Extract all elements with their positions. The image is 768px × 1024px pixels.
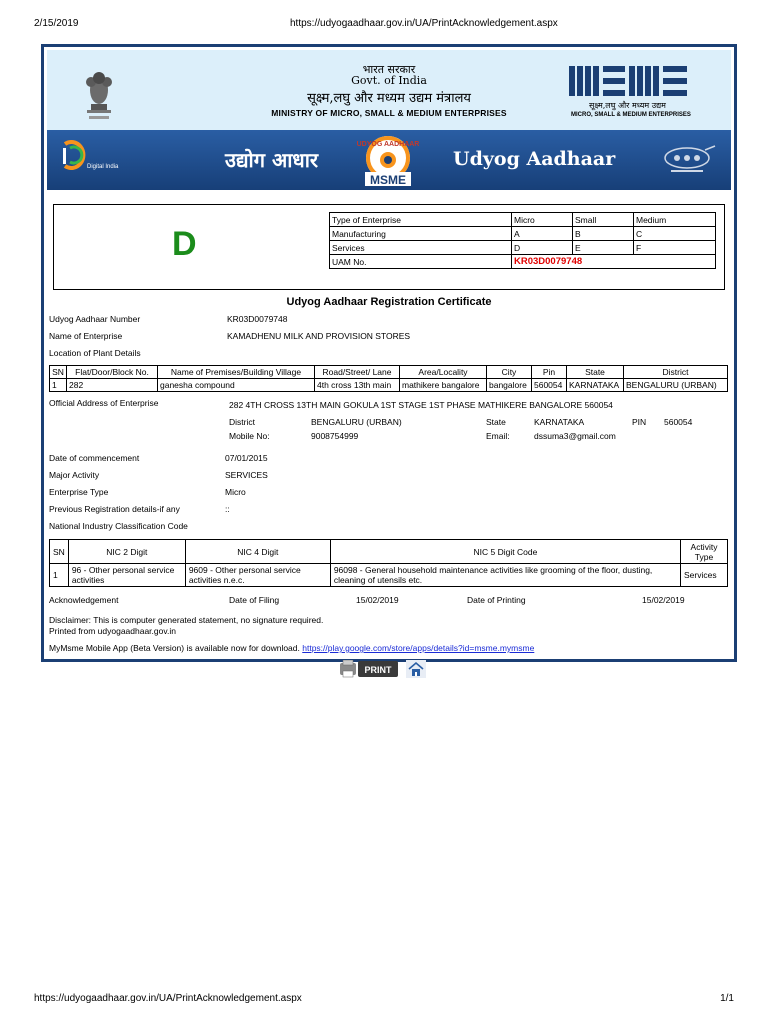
table-cell: F [634, 241, 716, 255]
table-cell: Micro [512, 213, 573, 227]
aadhaar-number-label: Udyog Aadhaar Number [49, 314, 141, 324]
table-cell: 96 - Other personal service activities [68, 564, 185, 587]
print-label: PRINT [364, 665, 392, 675]
table-header: Road/Street/ Lane [315, 366, 400, 379]
previous-registration-label: Previous Registration details-if any [49, 504, 180, 514]
table-row [330, 255, 716, 269]
major-activity-label: Major Activity [49, 470, 100, 480]
table-header: Pin [532, 366, 567, 379]
enterprise-type-value: Micro [225, 487, 246, 497]
msme-logo-icon [569, 66, 689, 96]
table-cell: E [573, 241, 634, 255]
footer-url: https://udyogaadhaar.gov.in/UA/PrintAcknowledgement.aspx [34, 993, 302, 1004]
table-cell: Services [681, 564, 728, 587]
commencement-label: Date of commencement [49, 453, 140, 463]
table-header: Flat/Door/Block No. [67, 366, 158, 379]
table-cell: Type of Enterprise [330, 213, 512, 227]
table-row [330, 213, 716, 227]
major-activity-value: SERVICES [225, 470, 268, 480]
page-number: 1/1 [720, 993, 734, 1004]
table-cell: 9609 - Other personal service activities n.e.c. [185, 564, 330, 587]
table-header: SN [50, 366, 67, 379]
commencement-value: 07/01/2015 [225, 453, 268, 463]
plant-location-label: Location of Plant Details [49, 348, 141, 358]
table-header: State [567, 366, 624, 379]
table-header: NIC 4 Digit [185, 540, 330, 564]
enterprise-type-label: Enterprise Type [49, 487, 109, 497]
state-label: State [486, 417, 506, 427]
table-row [330, 227, 716, 241]
table-header-row [50, 540, 728, 564]
table-cell: bangalore [487, 379, 532, 392]
date-of-filing-label: Date of Filing [229, 595, 280, 605]
print-url: https://udyogaadhaar.gov.in/UA/PrintAcknowledgement.aspx [290, 18, 558, 29]
enterprise-name-value: KAMADHENU MILK AND PROVISION STORES [227, 331, 411, 341]
table-cell: 282 [67, 379, 158, 392]
date-of-printing-value: 15/02/2019 [642, 595, 685, 605]
hindi-bharat-sarkar: भारत सरकार [362, 63, 416, 76]
certificate-frame [41, 44, 737, 662]
plant-details-table [49, 365, 728, 392]
table-cell: Manufacturing [330, 227, 512, 241]
table-header: NIC 2 Digit [68, 540, 185, 564]
state-value: KARNATAKA [534, 417, 585, 427]
table-cell: A [512, 227, 573, 241]
ministry-header [47, 50, 731, 130]
email-value: dssuma3@gmail.com [534, 431, 616, 441]
table-header: SN [50, 540, 69, 564]
nic-table [49, 539, 728, 587]
udyog-aadhaar-hindi: उद्योग आधार [225, 148, 319, 172]
uam-number: KR03D0079748 [512, 255, 716, 269]
district-value: BENGALURU (URBAN) [311, 417, 402, 427]
digital-india-logo-icon [61, 140, 87, 170]
table-row [50, 379, 728, 392]
pin-value: 560054 [664, 417, 693, 427]
table-cell: 4th cross 13th main [315, 379, 400, 392]
make-in-india-logo-icon [661, 144, 719, 174]
table-header: City [487, 366, 532, 379]
table-cell: Small [573, 213, 634, 227]
table-cell: 1 [50, 379, 67, 392]
official-address-label: Official Address of Enterprise [49, 398, 159, 408]
govt-of-india: Govt. of India [351, 74, 427, 87]
mobile-label: Mobile No: [229, 431, 270, 441]
classification-table [329, 212, 716, 269]
date-of-printing-label: Date of Printing [467, 595, 526, 605]
acknowledgement-label: Acknowledgement [49, 595, 119, 605]
msme-hindi: सूक्ष्म,लघु और मध्यम उद्यम [589, 101, 666, 110]
udyog-aadhaar-banner [47, 130, 731, 190]
print-date: 2/15/2019 [34, 18, 79, 29]
previous-registration-value: :: [225, 504, 230, 514]
email-label: Email: [486, 431, 510, 441]
msme-english: MICRO, SMALL & MEDIUM ENTERPRISES [571, 112, 691, 118]
table-header: Name of Premises/Building Village [158, 366, 315, 379]
table-row [50, 564, 728, 587]
table-cell: C [634, 227, 716, 241]
table-header: District [624, 366, 728, 379]
table-header-row [50, 366, 728, 379]
table-cell: 96098 - General household maintenance activities like grooming of the floor, dusting, cleaning of utensils etc. [330, 564, 680, 587]
ministry-name: MINISTRY OF MICRO, SMALL & MEDIUM ENTERPRISES [271, 108, 507, 118]
table-cell: D [512, 241, 573, 255]
print-button[interactable] [340, 660, 400, 678]
aadhaar-number-value: KR03D0079748 [227, 314, 288, 324]
date-of-filing-value: 15/02/2019 [356, 595, 399, 605]
district-label: District [229, 417, 255, 427]
table-cell: BENGALURU (URBAN) [624, 379, 728, 392]
printed-from-text: Printed from udyogaadhaar.gov.in [49, 626, 176, 636]
table-header: Activity Type [681, 540, 728, 564]
certificate-title: Udyog Aadhaar Registration Certificate [286, 296, 492, 308]
udyog-aadhaar-english: Udyog Aadhaar [453, 148, 616, 170]
table-cell: 560054 [532, 379, 567, 392]
home-icon[interactable] [406, 660, 426, 678]
uam-label: UAM No. [330, 255, 512, 269]
digital-india-text: Digital India [87, 164, 119, 170]
disclaimer-text: Disclaimer: This is computer generated statement, no signature required. [49, 615, 324, 625]
mobile-value: 9008754999 [311, 431, 359, 441]
table-cell: Services [330, 241, 512, 255]
enterprise-classification-box [53, 204, 725, 290]
classification-letter: D [172, 225, 197, 263]
pin-label: PIN [632, 417, 647, 427]
udyog-aadhaar-logo-icon [349, 134, 427, 188]
logo-bottom-text: MSME [370, 173, 406, 187]
table-cell: 1 [50, 564, 69, 587]
table-cell: mathikere bangalore [400, 379, 487, 392]
hindi-ministry: सूक्ष्म,लघु और मध्यम उद्यम मंत्रालय [307, 91, 471, 106]
mymsme-app-notice [49, 643, 534, 653]
table-cell: Medium [634, 213, 716, 227]
nic-code-label: National Industry Classification Code [49, 521, 188, 531]
mymsme-app-text: MyMsme Mobile App (Beta Version) is available now for download. [49, 643, 300, 653]
table-cell: ganesha compound [158, 379, 315, 392]
table-header: NIC 5 Digit Code [330, 540, 680, 564]
table-header: Area/Locality [400, 366, 487, 379]
logo-top-text: UDYOG AADHAAR [356, 141, 420, 148]
table-row [330, 241, 716, 255]
enterprise-name-label: Name of Enterprise [49, 331, 123, 341]
official-address-value: 282 4TH CROSS 13TH MAIN GOKULA 1ST STAGE 1ST PHASE MATHIKERE BANGALORE 560054 [229, 400, 613, 410]
table-cell: KARNATAKA [567, 379, 624, 392]
play-store-link[interactable]: https://play.google.com/store/apps/details?id=msme.mymsme [302, 643, 535, 653]
table-cell: B [573, 227, 634, 241]
